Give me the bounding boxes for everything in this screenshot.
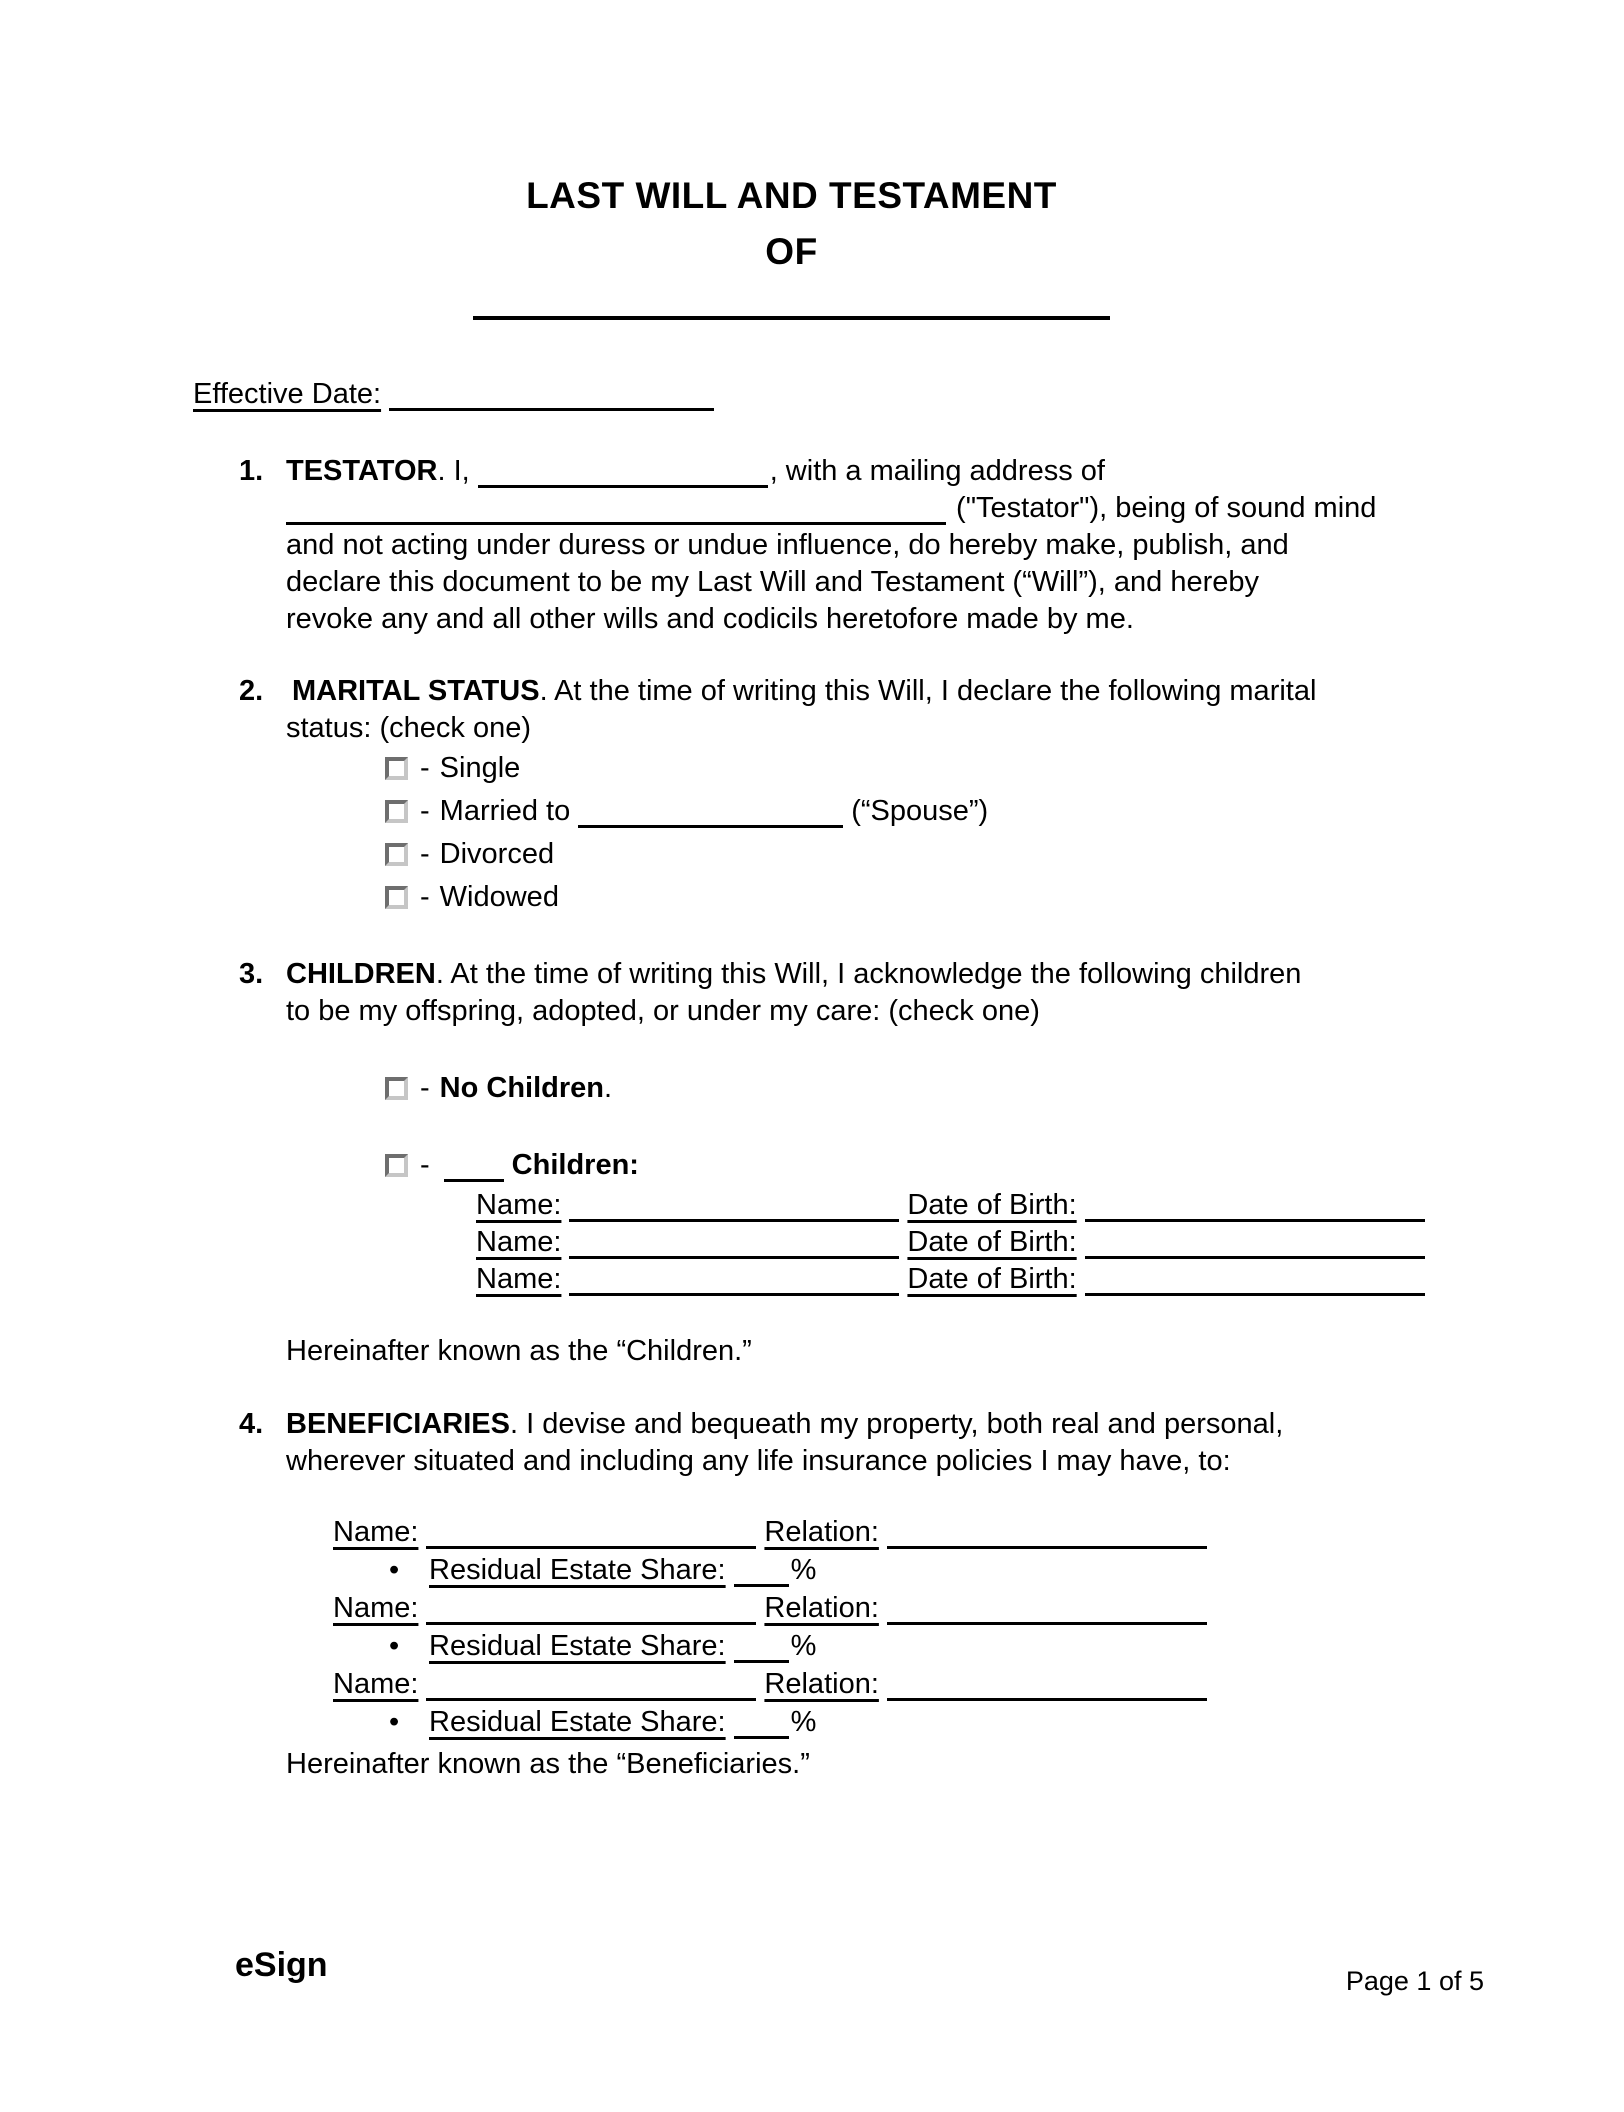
checkbox-divorced[interactable] [385, 843, 408, 866]
beneficiary-name-label: Name: [333, 1516, 419, 1548]
option-divorced-row [286, 833, 1390, 876]
children-text: to be my offspring, adopted, or under my care: (check one) [286, 995, 1040, 1027]
beneficiary-relation-blank[interactable] [887, 1516, 1207, 1549]
esign-logo: eSign [235, 1946, 328, 1984]
dash: - [420, 752, 430, 784]
residual-share-blank[interactable] [734, 1554, 789, 1587]
title-line-1: LAST WILL AND TESTAMENT [526, 175, 1057, 216]
title-line-2: OF [765, 231, 818, 272]
mailing-address-blank[interactable] [286, 492, 946, 525]
effective-date-row [193, 376, 1390, 413]
percent-sign: % [790, 1706, 817, 1738]
spouse-suffix: (“Spouse”) [851, 795, 989, 827]
section-heading-children: CHILDREN [286, 958, 436, 990]
residual-share-label: Residual Estate Share: [429, 1706, 726, 1738]
section-heading-beneficiaries: BENEFICIARIES [286, 1408, 510, 1440]
child-dob-label: Date of Birth: [907, 1189, 1077, 1221]
count-children-label: Children: [511, 1149, 639, 1181]
child-dob-blank[interactable] [1085, 1226, 1425, 1259]
option-married-row [286, 790, 1390, 833]
dash: - [420, 1072, 430, 1104]
option-divorced-label: Divorced [439, 838, 555, 870]
section-number: 3. [239, 958, 264, 990]
bullet-icon: • [389, 1630, 400, 1662]
child-row [286, 1261, 1390, 1298]
beneficiary-relation-label: Relation: [764, 1516, 879, 1548]
child-name-blank[interactable] [569, 1226, 899, 1259]
child-name-blank[interactable] [569, 1263, 899, 1296]
page-indicator: Page 1 of 5 [1345, 1966, 1484, 1996]
option-married-label: Married to [439, 795, 571, 827]
option-single-label: Single [439, 752, 521, 784]
percent-sign: % [790, 1554, 817, 1586]
dash: - [420, 838, 430, 870]
section-number: 2. [239, 675, 264, 707]
option-widowed-row [286, 876, 1390, 919]
child-name-label: Name: [476, 1189, 562, 1221]
dash: - [420, 881, 430, 913]
child-dob-label: Date of Birth: [907, 1263, 1077, 1295]
section-children [193, 956, 1390, 1370]
child-dob-blank[interactable] [1085, 1189, 1425, 1222]
beneficiary-relation-label: Relation: [764, 1668, 879, 1700]
option-single-row [286, 747, 1390, 790]
children-text: . At the time of writing this Will, I acknowledge the following children [435, 958, 1302, 990]
children-count-blank[interactable] [444, 1149, 504, 1182]
child-row [286, 1187, 1390, 1224]
testator-name-blank[interactable] [478, 455, 768, 488]
beneficiaries-text: . I devise and bequeath my property, both real and personal, [509, 1408, 1284, 1440]
residual-share-blank[interactable] [734, 1630, 789, 1663]
beneficiary-rows [286, 1513, 1390, 1741]
checkbox-count-children[interactable] [385, 1154, 408, 1177]
testator-text: . I, [437, 455, 470, 487]
beneficiary-row [286, 1513, 1390, 1551]
beneficiaries-text: wherever situated and including any life insurance policies I may have, to: [286, 1445, 1231, 1477]
residual-share-blank[interactable] [734, 1706, 789, 1739]
beneficiary-name-blank[interactable] [426, 1516, 756, 1549]
beneficiary-share-row [286, 1551, 1390, 1589]
dash: - [420, 1149, 430, 1181]
marital-text: . At the time of writing this Will, I declare the following marital [539, 675, 1317, 707]
checkbox-widowed[interactable] [385, 886, 408, 909]
testator-text: revoke any and all other wills and codicils heretofore made by me. [286, 603, 1134, 635]
beneficiary-name-label: Name: [333, 1592, 419, 1624]
child-name-blank[interactable] [569, 1189, 899, 1222]
child-dob-label: Date of Birth: [907, 1226, 1077, 1258]
testator-name-blank-title[interactable] [473, 316, 1110, 320]
dash: - [420, 795, 430, 827]
beneficiary-relation-blank[interactable] [887, 1592, 1207, 1625]
document-title [193, 168, 1390, 280]
residual-share-label: Residual Estate Share: [429, 1630, 726, 1662]
section-testator [193, 453, 1390, 638]
option-widowed-label: Widowed [439, 881, 559, 913]
section-number: 4. [239, 1408, 264, 1440]
effective-date-label: Effective Date: [193, 378, 382, 410]
child-dob-blank[interactable] [1085, 1263, 1425, 1296]
section-number: 1. [239, 455, 264, 487]
child-row [286, 1224, 1390, 1261]
option-count-children-row [286, 1144, 1390, 1187]
testator-text: ("Testator"), being of sound mind [948, 492, 1377, 524]
beneficiary-name-blank[interactable] [426, 1668, 756, 1701]
bullet-icon: • [389, 1554, 400, 1586]
section-heading-marital-status: MARITAL STATUS [292, 675, 540, 707]
beneficiary-share-row [286, 1627, 1390, 1665]
children-hereinafter-text: Hereinafter known as the “Children.” [286, 1335, 752, 1367]
testator-text: , with a mailing address of [769, 455, 1105, 487]
beneficiary-name-label: Name: [333, 1668, 419, 1700]
no-children-period: . [604, 1072, 613, 1104]
option-no-children-row [286, 1067, 1390, 1110]
bullet-icon: • [389, 1706, 400, 1738]
child-name-label: Name: [476, 1263, 562, 1295]
beneficiary-row [286, 1665, 1390, 1703]
beneficiary-relation-label: Relation: [764, 1592, 879, 1624]
checkbox-married[interactable] [385, 800, 408, 823]
section-marital-status [193, 673, 1390, 919]
effective-date-blank[interactable] [389, 378, 714, 411]
no-children-label: No Children [439, 1072, 605, 1104]
beneficiary-share-row [286, 1703, 1390, 1741]
beneficiary-relation-blank[interactable] [887, 1668, 1207, 1701]
checkbox-single[interactable] [385, 757, 408, 780]
spouse-name-blank[interactable] [578, 795, 843, 828]
percent-sign: % [790, 1630, 817, 1662]
beneficiary-name-blank[interactable] [426, 1592, 756, 1625]
section-beneficiaries [193, 1406, 1390, 1783]
checkbox-no-children[interactable] [385, 1077, 408, 1100]
child-name-label: Name: [476, 1226, 562, 1258]
section-heading-testator: TESTATOR [286, 455, 438, 487]
testator-text: and not acting under duress or undue influence, do hereby make, publish, and [286, 529, 1289, 561]
marital-text: status: (check one) [286, 712, 531, 744]
beneficiaries-hereinafter-text: Hereinafter known as the “Beneficiaries.” [286, 1748, 810, 1780]
testator-text: declare this document to be my Last Will and Testament (“Will”), and hereby [286, 566, 1259, 598]
residual-share-label: Residual Estate Share: [429, 1554, 726, 1586]
beneficiary-row [286, 1589, 1390, 1627]
